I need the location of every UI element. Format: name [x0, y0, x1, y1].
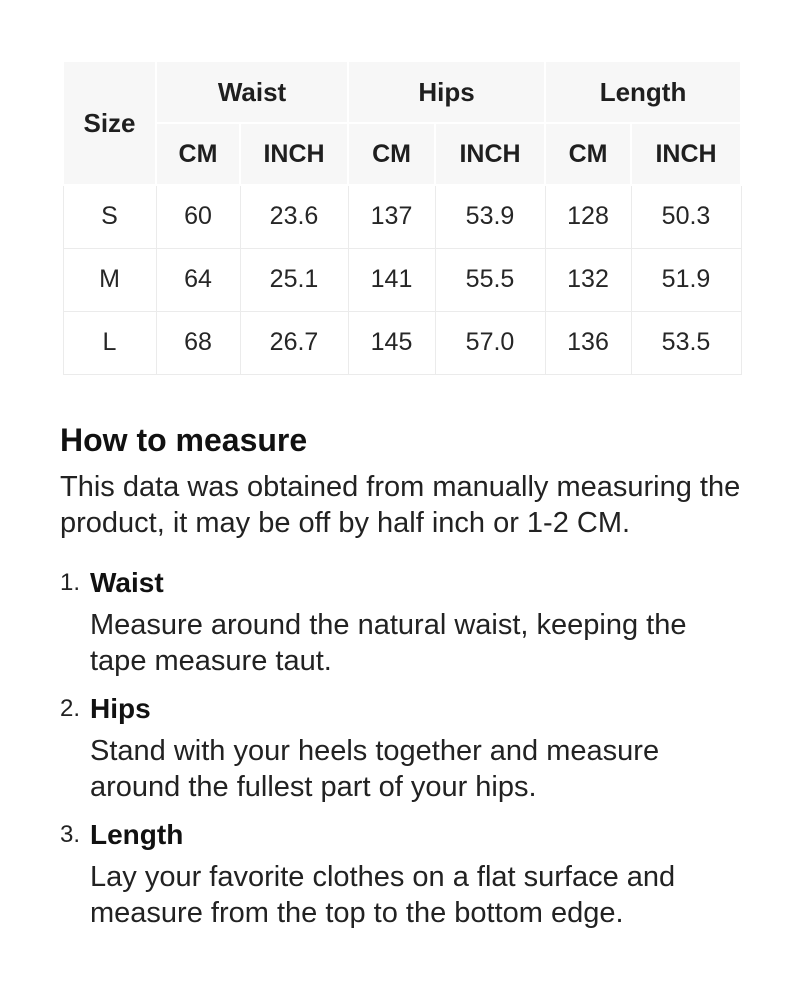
- measure-step-length: [60, 817, 750, 931]
- cell-m-hips-inch: 55.5: [435, 248, 545, 311]
- measure-step-hips: [60, 691, 750, 805]
- cell-m-waist-inch: 25.1: [240, 248, 348, 311]
- group-header-hips: Hips: [348, 61, 545, 123]
- size-label-m: M: [63, 248, 156, 311]
- group-header-waist: Waist: [156, 61, 348, 123]
- unit-header-waist-inch: INCH: [240, 123, 348, 185]
- step-body: [90, 817, 750, 931]
- unit-header-length-inch: INCH: [631, 123, 741, 185]
- step-title-hips: Hips: [90, 692, 151, 724]
- size-column-header: Size: [63, 61, 156, 185]
- table-row-size-s: [63, 185, 741, 248]
- unit-header-hips-cm: CM: [348, 123, 435, 185]
- step-description-waist: Measure around the natural waist, keeping the tape measure taut.: [90, 608, 687, 677]
- step-title-waist: Waist: [90, 566, 164, 598]
- cell-l-waist-inch: 26.7: [240, 311, 348, 374]
- cell-s-waist-cm: 60: [156, 185, 240, 248]
- cell-l-waist-cm: 68: [156, 311, 240, 374]
- step-description-hips: Stand with your heels together and measure around the fullest part of your hips.: [90, 734, 660, 803]
- measure-step-waist: [60, 565, 750, 679]
- table-row-size-l: [63, 311, 741, 374]
- cell-l-length-cm: 136: [545, 311, 631, 374]
- measure-steps-list: [60, 565, 750, 931]
- unit-header-length-cm: CM: [545, 123, 631, 185]
- size-label-l: L: [63, 311, 156, 374]
- cell-s-waist-inch: 23.6: [240, 185, 348, 248]
- cell-s-hips-inch: 53.9: [435, 185, 545, 248]
- cell-m-hips-cm: 141: [348, 248, 435, 311]
- group-header-row: [63, 61, 741, 123]
- step-body: [90, 565, 750, 679]
- cell-s-length-inch: 50.3: [631, 185, 741, 248]
- how-to-measure-title: How to measure: [60, 421, 308, 458]
- cell-s-length-cm: 128: [545, 185, 631, 248]
- table-row-size-m: [63, 248, 741, 311]
- step-number: 2.: [60, 694, 81, 722]
- cell-l-hips-inch: 57.0: [435, 311, 545, 374]
- step-description-length: Lay your favorite clothes on a flat surface and measure from the top to the bottom edge.: [90, 860, 676, 929]
- unit-header-waist-cm: CM: [156, 123, 240, 185]
- cell-l-hips-cm: 145: [348, 311, 435, 374]
- cell-m-waist-cm: 64: [156, 248, 240, 311]
- cell-m-length-inch: 51.9: [631, 248, 741, 311]
- step-number: 1.: [60, 568, 81, 596]
- unit-header-row: [63, 123, 741, 185]
- unit-header-hips-inch: INCH: [435, 123, 545, 185]
- step-title-length: Length: [90, 818, 184, 850]
- cell-s-hips-cm: 137: [348, 185, 435, 248]
- cell-l-length-inch: 53.5: [631, 311, 741, 374]
- step-number: 3.: [60, 820, 81, 848]
- measure-disclaimer-text: This data was obtained from manually measuring the product, it may be off by half inch or 1-2 CM.: [60, 470, 741, 539]
- group-header-length: Length: [545, 61, 741, 123]
- size-label-s: S: [63, 185, 156, 248]
- cell-m-length-cm: 132: [545, 248, 631, 311]
- size-chart-table: [62, 60, 742, 375]
- step-body: [90, 691, 750, 805]
